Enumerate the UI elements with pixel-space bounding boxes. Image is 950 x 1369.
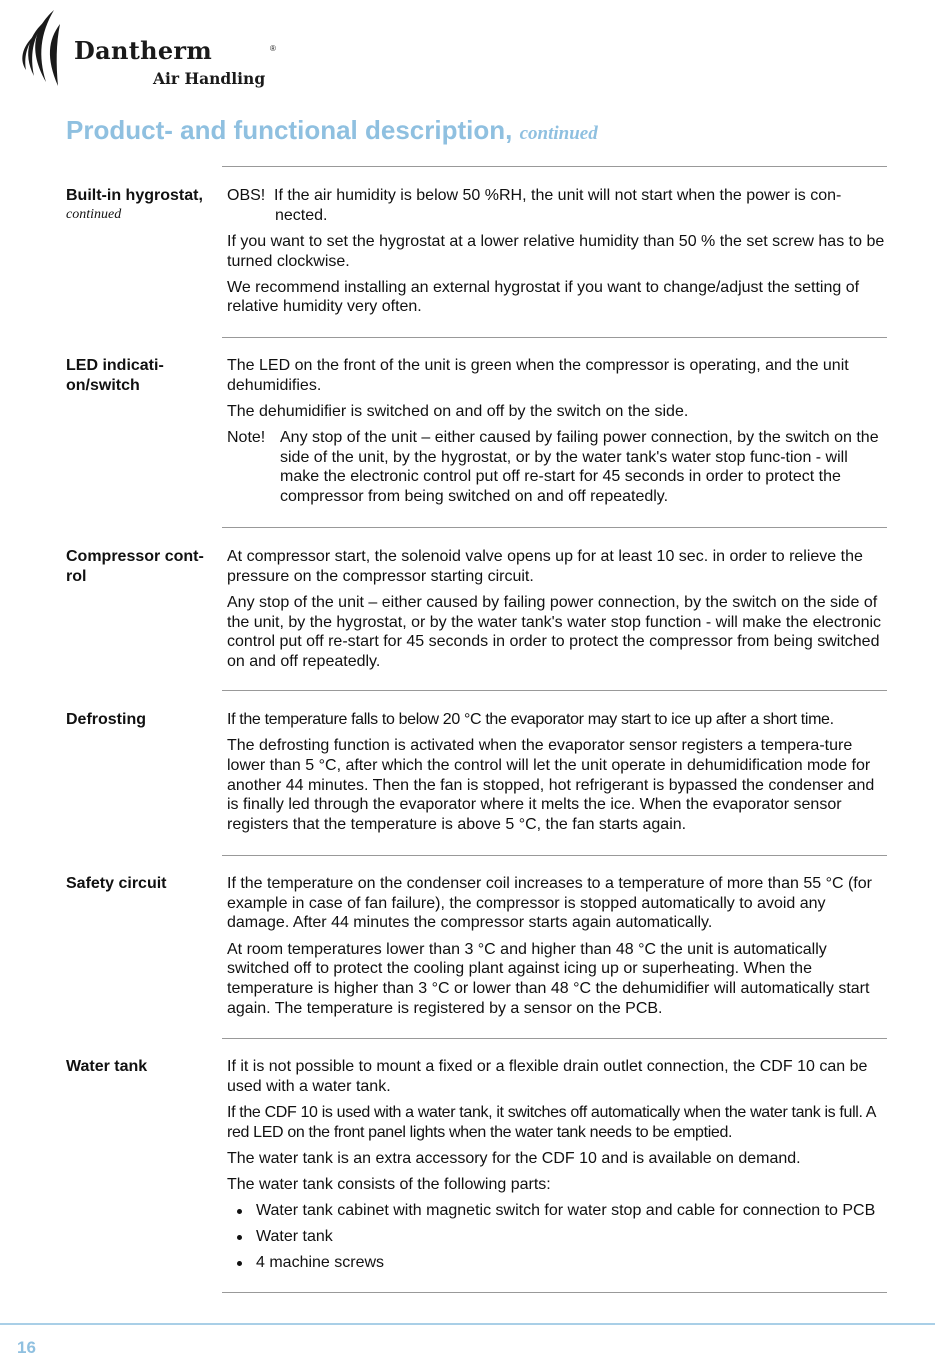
paragraph: The LED on the front of the unit is green when the compressor is operating, and the unit dehumidifies.	[227, 357, 849, 394]
section-label-water-tank	[66, 1057, 218, 1077]
note-paragraph	[227, 428, 887, 507]
obs-tag: OBS!	[227, 187, 266, 204]
section-content-led	[227, 356, 887, 513]
section-divider	[222, 855, 887, 856]
section-content-safety	[227, 874, 887, 1025]
paragraph: If the temperature on the condenser coil increases to a temperature of more than 55 °C (for example in case of fan failure), the compressor is stopped automatically to avoid any damage. After 44 minutes the compressor starts again automatically.	[227, 875, 872, 932]
section-divider	[222, 166, 887, 167]
list-item-text: Water tank cabinet with magnetic switch for water stop and cable for connection to PCB	[256, 1201, 876, 1219]
section-divider	[222, 337, 887, 338]
note-text: Any stop of the unit – either caused by failing power connection, by the switch on the side of the unit, by the hygrostat, or by the water tank's water stop func-tion - will make the electronic control put off re-start for 45 seconds in order to protect the compressor from being switched on and off repeatedly.	[280, 428, 879, 505]
paragraph: The dehumidifier is switched on and off by the switch on the side.	[227, 402, 689, 420]
paragraph: The defrosting function is activated when the evaporator sensor registers a tempera-ture lower than 5 °C, after which the control will let the unit operate in dehumidification mode for another 44 minutes. Then the fan is stopped, hot refrigerant is bypassed the condenser and is finally led through the evaporator where it melts the ice. When the evaporator sensor registers that the temperature is above 5 °C, the fan starts again.	[227, 737, 875, 833]
brand-subtitle: Air Handling	[153, 69, 266, 88]
list-item	[227, 1227, 887, 1247]
page-number: 16	[17, 1338, 36, 1357]
section-label-hygrostat	[66, 186, 218, 224]
paragraph: If it is not possible to mount a fixed or a flexible drain outlet connection, the CDF 10 can be used with a water tank.	[227, 1058, 868, 1095]
bullet-icon	[237, 1209, 242, 1214]
parts-list	[227, 1201, 887, 1273]
section-content-water-tank	[227, 1057, 887, 1279]
paragraph: If the temperature falls to below 20 °C the evaporator may start to ice up after a short time.	[227, 711, 834, 728]
section-label-safety	[66, 874, 218, 894]
section-label-text: Built-in hygrostat,	[66, 187, 203, 204]
obs-text: If the air humidity is below 50 %RH, the unit will not start when the power is con-nected.	[274, 187, 842, 224]
section-content-defrosting	[227, 710, 887, 841]
list-item	[227, 1253, 887, 1273]
section-content-compressor	[227, 547, 887, 678]
section-label-led	[66, 356, 218, 396]
list-item-text: 4 machine screws	[256, 1253, 385, 1271]
paragraph: If the CDF 10 is used with a water tank, it switches off automatically when the water tank is full. A red LED on the front panel lights when the water tank needs to be emptied.	[227, 1103, 876, 1141]
bullet-icon	[237, 1261, 242, 1266]
page-title-continued: continued	[519, 123, 598, 144]
note-tag: Note!	[227, 428, 266, 446]
section-label-text: LED indicati-on/switch	[66, 357, 164, 394]
section-label-text: Water tank	[66, 1058, 148, 1075]
list-item-text: Water tank	[256, 1227, 333, 1245]
section-label-text: Safety circuit	[66, 875, 167, 892]
section-divider	[222, 527, 887, 528]
footer-rule	[0, 1323, 935, 1325]
section-label-text: Compressor cont-rol	[66, 548, 204, 585]
section-label-continued: continued	[66, 207, 122, 222]
section-label-text: Defrosting	[66, 711, 146, 728]
paragraph: The water tank consists of the following parts:	[227, 1175, 551, 1193]
paragraph: Any stop of the unit – either caused by failing power connection, by the switch on the side of the unit, by the hygrostat, or by the water tank's water stop function - will make the electronic control put off re-start for 45 seconds in order to protect the compressor from being switched on and off repeatedly.	[227, 593, 882, 670]
swirl-logo-icon	[16, 6, 76, 90]
paragraph: We recommend installing an external hygrostat if you want to change/adjust the setting of relative humidity very often.	[227, 278, 860, 316]
paragraph: If you want to set the hygrostat at a lower relative humidity than 50 % the set screw has to be turned clockwise.	[227, 232, 885, 270]
bullet-icon	[237, 1235, 242, 1240]
section-divider	[222, 1292, 887, 1293]
paragraph: The water tank is an extra accessory for the CDF 10 and is available on demand.	[227, 1149, 801, 1167]
brand-name: Dantherm	[74, 36, 213, 65]
section-divider	[222, 690, 887, 691]
section-label-compressor	[66, 547, 218, 587]
obs-paragraph	[227, 186, 887, 225]
page-title-main: Product- and functional description,	[66, 115, 513, 145]
dantherm-logo	[16, 6, 276, 90]
section-divider	[222, 1038, 887, 1039]
registered-mark: ®	[270, 44, 276, 53]
section-content-hygrostat	[227, 186, 887, 323]
paragraph: At compressor start, the solenoid valve opens up for at least 10 sec. in order to relieve the pressure on the compressor starting circuit.	[227, 548, 863, 585]
page-title	[66, 115, 598, 146]
paragraph: At room temperatures lower than 3 °C and higher than 48 °C the unit is automatically switched off to protect the cooling plant against icing up or superheating. When the temperature is higher than 3 °C or lower than 48 °C the dehumidifier will automatically start again. The temperature is registered by a sensor on the PCB.	[227, 940, 870, 1017]
section-label-defrosting	[66, 710, 218, 730]
list-item	[227, 1201, 887, 1221]
